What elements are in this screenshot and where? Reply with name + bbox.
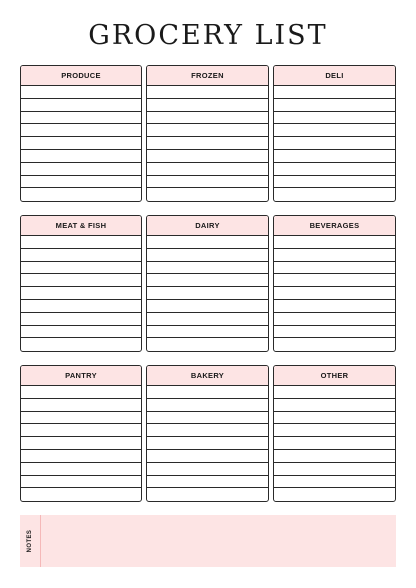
writing-line[interactable] <box>274 188 395 201</box>
writing-line[interactable] <box>147 313 268 326</box>
writing-line[interactable] <box>274 300 395 313</box>
writing-line[interactable] <box>147 176 268 189</box>
notes-label: NOTES <box>27 529 33 553</box>
writing-line[interactable] <box>274 488 395 501</box>
writing-line[interactable] <box>21 150 141 163</box>
writing-line[interactable] <box>274 399 395 412</box>
writing-line[interactable] <box>21 112 141 125</box>
writing-line[interactable] <box>147 86 268 99</box>
writing-line[interactable] <box>21 424 141 437</box>
writing-line[interactable] <box>21 412 141 425</box>
writing-line[interactable] <box>147 424 268 437</box>
writing-line[interactable] <box>274 287 395 300</box>
writing-line[interactable] <box>274 150 395 163</box>
writing-line[interactable] <box>21 450 141 463</box>
section-header: OTHER <box>274 366 395 386</box>
writing-line[interactable] <box>21 262 141 275</box>
writing-line[interactable] <box>274 313 395 326</box>
entry-lines[interactable] <box>21 386 141 502</box>
notes-tab <box>20 515 41 567</box>
writing-line[interactable] <box>274 437 395 450</box>
entry-lines[interactable] <box>21 86 141 202</box>
writing-line[interactable] <box>21 476 141 489</box>
section-header: DAIRY <box>147 216 268 236</box>
writing-line[interactable] <box>147 399 268 412</box>
writing-line[interactable] <box>21 249 141 262</box>
writing-line[interactable] <box>147 488 268 501</box>
writing-line[interactable] <box>147 112 268 125</box>
writing-line[interactable] <box>147 287 268 300</box>
writing-line[interactable] <box>21 99 141 112</box>
entry-lines[interactable] <box>21 236 141 352</box>
writing-line[interactable] <box>147 137 268 150</box>
entry-lines[interactable] <box>147 236 268 352</box>
writing-line[interactable] <box>147 338 268 351</box>
writing-line[interactable] <box>274 386 395 399</box>
writing-line[interactable] <box>274 249 395 262</box>
section-beverages <box>273 215 396 352</box>
section-header: FROZEN <box>147 66 268 86</box>
writing-line[interactable] <box>274 236 395 249</box>
writing-line[interactable] <box>274 86 395 99</box>
writing-line[interactable] <box>274 463 395 476</box>
writing-line[interactable] <box>21 274 141 287</box>
section-pantry <box>20 365 142 502</box>
writing-line[interactable] <box>21 188 141 201</box>
entry-lines[interactable] <box>147 86 268 202</box>
entry-lines[interactable] <box>147 386 268 502</box>
section-header: PANTRY <box>21 366 141 386</box>
writing-line[interactable] <box>147 249 268 262</box>
writing-line[interactable] <box>147 163 268 176</box>
writing-line[interactable] <box>147 450 268 463</box>
section-other <box>273 365 396 502</box>
writing-line[interactable] <box>274 326 395 339</box>
section-header: BEVERAGES <box>274 216 395 236</box>
writing-line[interactable] <box>21 313 141 326</box>
writing-line[interactable] <box>147 437 268 450</box>
writing-line[interactable] <box>21 287 141 300</box>
writing-line[interactable] <box>274 137 395 150</box>
writing-line[interactable] <box>274 412 395 425</box>
writing-line[interactable] <box>147 262 268 275</box>
writing-line[interactable] <box>21 399 141 412</box>
writing-line[interactable] <box>274 274 395 287</box>
writing-line[interactable] <box>21 137 141 150</box>
section-frozen <box>146 65 269 202</box>
writing-line[interactable] <box>274 476 395 489</box>
writing-line[interactable] <box>147 412 268 425</box>
section-meat-fish <box>20 215 142 352</box>
section-bakery <box>146 365 269 502</box>
writing-line[interactable] <box>21 86 141 99</box>
writing-line[interactable] <box>21 163 141 176</box>
writing-line[interactable] <box>147 274 268 287</box>
writing-line[interactable] <box>21 463 141 476</box>
writing-line[interactable] <box>147 99 268 112</box>
writing-line[interactable] <box>147 386 268 399</box>
writing-line[interactable] <box>147 326 268 339</box>
notes-area[interactable] <box>20 515 396 567</box>
writing-line[interactable] <box>147 236 268 249</box>
entry-lines[interactable] <box>274 86 395 202</box>
writing-line[interactable] <box>147 463 268 476</box>
writing-line[interactable] <box>147 300 268 313</box>
writing-line[interactable] <box>21 386 141 399</box>
section-dairy <box>146 215 269 352</box>
section-deli <box>273 65 396 202</box>
writing-line[interactable] <box>147 188 268 201</box>
section-produce <box>20 65 142 202</box>
writing-line[interactable] <box>274 176 395 189</box>
section-header: BAKERY <box>147 366 268 386</box>
writing-line[interactable] <box>274 124 395 137</box>
writing-line[interactable] <box>274 450 395 463</box>
writing-line[interactable] <box>21 176 141 189</box>
writing-line[interactable] <box>21 437 141 450</box>
writing-line[interactable] <box>274 338 395 351</box>
writing-line[interactable] <box>274 112 395 125</box>
section-header: DELI <box>274 66 395 86</box>
section-header: MEAT & FISH <box>21 216 141 236</box>
writing-line[interactable] <box>274 424 395 437</box>
writing-line[interactable] <box>147 476 268 489</box>
writing-line[interactable] <box>274 99 395 112</box>
section-header: PRODUCE <box>21 66 141 86</box>
writing-line[interactable] <box>21 488 141 501</box>
writing-line[interactable] <box>21 326 141 339</box>
writing-line[interactable] <box>147 150 268 163</box>
writing-line[interactable] <box>21 236 141 249</box>
writing-line[interactable] <box>21 300 141 313</box>
entry-lines[interactable] <box>274 236 395 352</box>
writing-line[interactable] <box>274 163 395 176</box>
writing-line[interactable] <box>21 338 141 351</box>
entry-lines[interactable] <box>274 386 395 502</box>
page-title: GROCERY LIST <box>88 20 328 51</box>
writing-line[interactable] <box>274 262 395 275</box>
writing-line[interactable] <box>21 124 141 137</box>
writing-line[interactable] <box>147 124 268 137</box>
